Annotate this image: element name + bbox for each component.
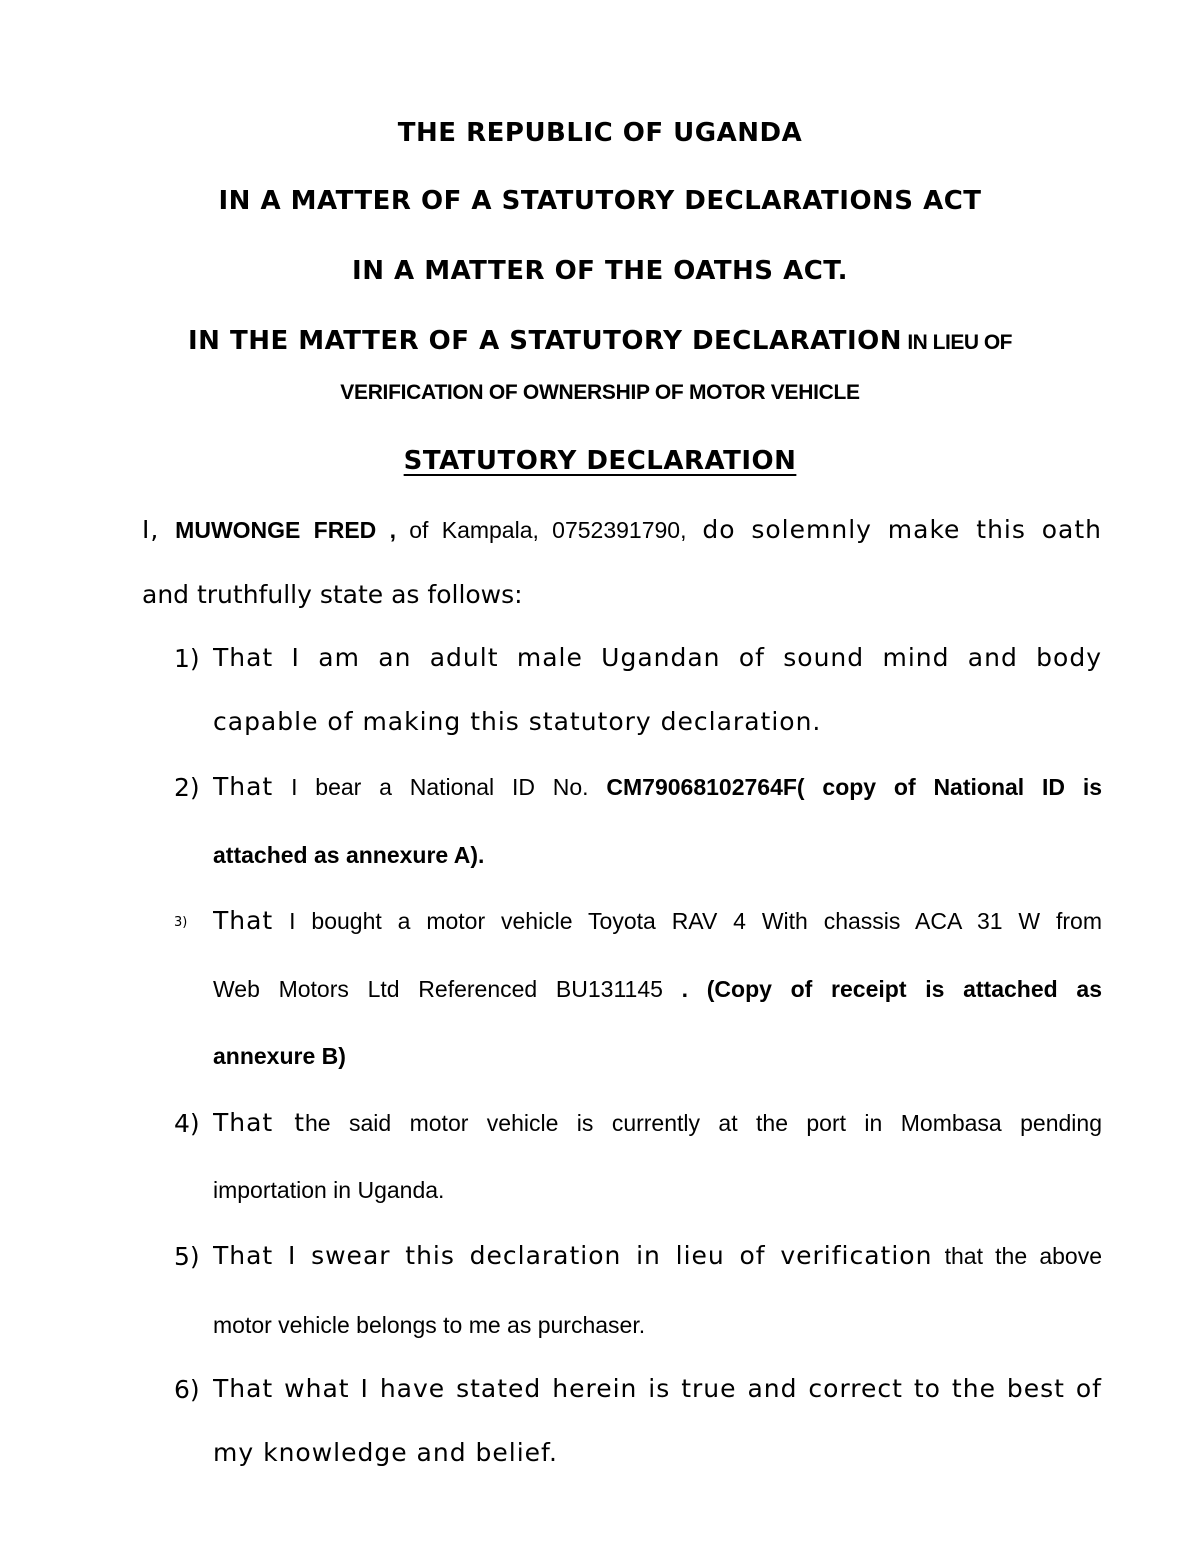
intro-oath: do solemnly make this oath bbox=[686, 515, 1102, 544]
item-6-number: 6) bbox=[174, 1375, 200, 1404]
item-6-line-2: my knowledge and belief. bbox=[213, 1438, 558, 1467]
item-4-number: 4) bbox=[174, 1109, 200, 1138]
item-5-line-2: motor vehicle belongs to me as purchaser. bbox=[213, 1312, 646, 1338]
item-3-line-2 bbox=[213, 974, 1102, 1006]
item-5-text-rest: that the above bbox=[932, 1243, 1102, 1269]
item-5-number: 5) bbox=[174, 1242, 200, 1271]
vendor-reference: Web Motors Ltd Referenced BU131145 bbox=[213, 976, 682, 1002]
item-3-text: I bought a motor vehicle Toyota RAV 4 With chassis ACA 31 W from bbox=[273, 908, 1102, 934]
item-4-that: That t bbox=[213, 1108, 306, 1137]
intro-line-2: and truthfully state as follows: bbox=[142, 580, 523, 609]
item-2-that: That bbox=[213, 772, 274, 801]
heading-statutory-declarations-act: IN A MATTER OF A STATUTORY DECLARATIONS ACT bbox=[218, 186, 982, 216]
item-1-line-2: capable of making this statutory declaration. bbox=[213, 707, 822, 736]
item-6-line-1: That what I have stated herein is true and correct to the best of bbox=[213, 1374, 1102, 1403]
item-4-line-1 bbox=[213, 1108, 1102, 1140]
item-1-line-1: That I am an adult male Ugandan of sound mind and body bbox=[213, 643, 1102, 672]
item-2-text: I bear a National ID No. bbox=[273, 774, 607, 800]
heading-republic: THE REPUBLIC OF UGANDA bbox=[397, 118, 803, 148]
item-3-that: That bbox=[213, 906, 274, 935]
item-2-number: 2) bbox=[174, 773, 200, 802]
heading-matter-main: IN THE MATTER OF A STATUTORY DECLARATION bbox=[188, 326, 902, 356]
item-2-line-2: attached as annexure A). bbox=[213, 842, 485, 868]
intro-i: I, bbox=[142, 515, 176, 544]
item-2-line-1 bbox=[213, 772, 1102, 804]
document-title-text: STATUTORY DECLARATION bbox=[403, 446, 797, 476]
item-4-text: he said motor vehicle is currently at the port in Mombasa pending bbox=[305, 1110, 1102, 1136]
declarant-name: MUWONGE FRED , bbox=[175, 517, 396, 543]
heading-matter-line2: VERIFICATION OF OWNERSHIP OF MOTOR VEHICLE bbox=[340, 381, 860, 404]
item-3-number: 3) bbox=[174, 915, 188, 930]
item-3-line-3: annexure B) bbox=[213, 1043, 346, 1069]
heading-matter-line1 bbox=[0, 326, 1200, 356]
document-title bbox=[0, 446, 1200, 476]
item-5-line-1 bbox=[213, 1241, 1102, 1273]
item-3-receipt-note: . (Copy of receipt is attached as bbox=[681, 976, 1102, 1002]
national-id-number: CM79068102764F( copy of National ID is bbox=[606, 774, 1102, 800]
declarant-location-phone: of Kampala, 0752391790, bbox=[395, 517, 687, 543]
item-3-line-1 bbox=[213, 906, 1102, 938]
item-4-line-2: importation in Uganda. bbox=[213, 1177, 445, 1203]
heading-matter-lieu: IN LIEU OF bbox=[901, 331, 1012, 354]
item-5-text: That I swear this declaration in lieu of verification bbox=[213, 1241, 933, 1270]
intro-line-1 bbox=[142, 515, 1102, 547]
item-1-number: 1) bbox=[174, 644, 200, 673]
heading-oaths-act: IN A MATTER OF THE OATHS ACT. bbox=[352, 256, 848, 286]
